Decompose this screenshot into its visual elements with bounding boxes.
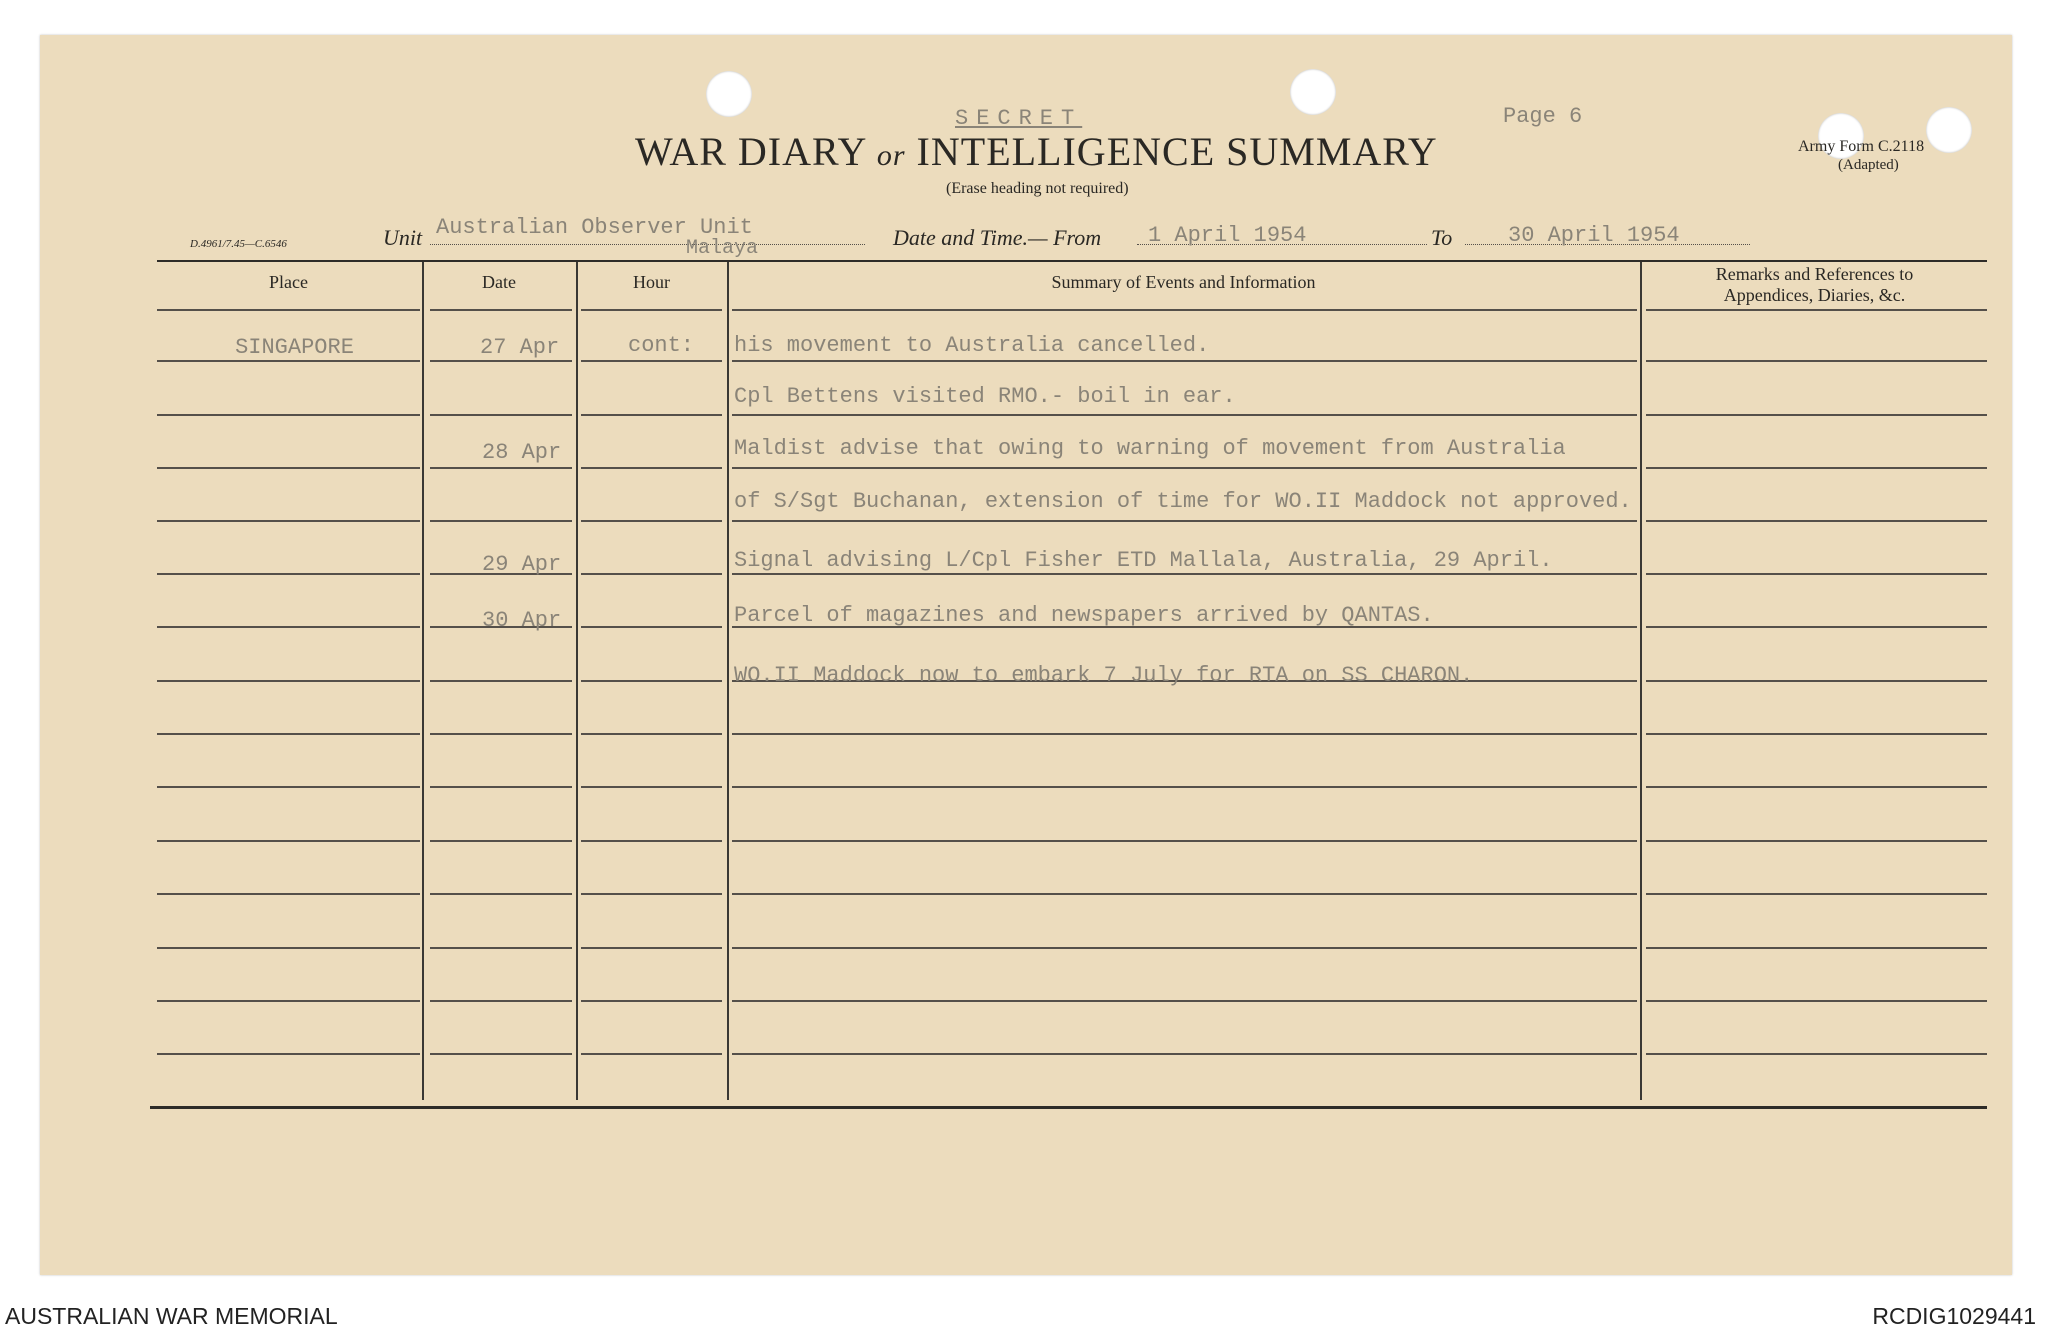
footer-record-id: RCDIG1029441 [1872, 1303, 2036, 1329]
ruled-line [581, 680, 722, 682]
ruled-line [732, 840, 1637, 842]
ruled-line [1646, 1053, 1987, 1055]
ruled-line [732, 573, 1637, 575]
entry-summary: of S/Sgt Buchanan, extension of time for WO.II Maddock not approved. [734, 489, 1632, 514]
ruled-line [157, 626, 420, 628]
table-bottom-border [150, 1106, 1987, 1109]
ruled-line [157, 309, 420, 311]
ruled-line [1646, 309, 1987, 311]
ruled-line [581, 414, 722, 416]
document-title [635, 128, 1438, 175]
footer-archive-name: AUSTRALIAN WAR MEMORIAL [5, 1303, 338, 1329]
ruled-line [157, 840, 420, 842]
punch-hole [706, 71, 752, 117]
date-from-value: 1 April 1954 [1148, 223, 1307, 248]
ruled-line [157, 680, 420, 682]
ruled-line [581, 573, 722, 575]
ruled-line [430, 467, 572, 469]
entry-date: 30 Apr [482, 608, 562, 633]
column-divider-hour [727, 262, 729, 1100]
ruled-line [732, 786, 1637, 788]
page-number: Page 6 [1503, 104, 1583, 129]
punch-hole [1290, 69, 1336, 115]
ruled-line [732, 893, 1637, 895]
unit-value: Australian Observer Unit [436, 215, 753, 240]
ruled-line [581, 733, 722, 735]
date-to-value: 30 April 1954 [1508, 223, 1680, 248]
ruled-line [1646, 573, 1987, 575]
column-divider-place [422, 262, 424, 1100]
ruled-line [1646, 786, 1987, 788]
ruled-line [1646, 893, 1987, 895]
ruled-line [430, 414, 572, 416]
ruled-line [430, 947, 572, 949]
entry-date: 29 Apr [482, 552, 562, 577]
ruled-line [1646, 414, 1987, 416]
ruled-line [157, 786, 420, 788]
to-label: To [1431, 225, 1453, 250]
column-header-date: Date [482, 272, 516, 292]
ruled-line [157, 1000, 420, 1002]
ruled-line [430, 360, 572, 362]
ruled-line [1646, 626, 1987, 628]
date-time-label: Date and Time.— From [893, 225, 1102, 250]
ruled-line [157, 414, 420, 416]
form-adapted: (Adapted) [1838, 157, 1899, 173]
ruled-line [157, 1053, 420, 1055]
ruled-line [157, 733, 420, 735]
unit-label: Unit [383, 225, 423, 250]
ruled-line [430, 309, 572, 311]
ruled-line [581, 360, 722, 362]
ruled-line [157, 520, 420, 522]
column-divider-summary [1640, 262, 1642, 1100]
ruled-line [732, 947, 1637, 949]
entry-summary: Maldist advise that owing to warning of movement from Australia [734, 436, 1566, 461]
column-header-remarks-2: Appendices, Diaries, &c. [1723, 285, 1906, 305]
ruled-line [581, 520, 722, 522]
ruled-line [732, 414, 1637, 416]
column-header-hour: Hour [633, 272, 670, 292]
entry-summary: Parcel of magazines and newspapers arrived by QANTAS. [734, 603, 1434, 628]
ruled-line [1646, 520, 1987, 522]
entry-summary: his movement to Australia cancelled. [734, 333, 1210, 358]
secret-stamp: SECRET [955, 106, 1083, 131]
unit-value-2: Malaya [686, 237, 759, 260]
ruled-line [732, 309, 1637, 311]
ruled-line [732, 520, 1637, 522]
ruled-line [732, 360, 1637, 362]
table-top-border [157, 260, 1987, 262]
ruled-line [430, 840, 572, 842]
form-code: D.4961/7.45—C.6546 [190, 238, 287, 250]
ruled-line [581, 786, 722, 788]
ruled-line [581, 947, 722, 949]
ruled-line [732, 467, 1637, 469]
ruled-line [157, 893, 420, 895]
ruled-line [1646, 840, 1987, 842]
ruled-line [1646, 733, 1987, 735]
title-intelligence-summary: INTELLIGENCE SUMMARY [916, 129, 1438, 174]
entry-place: SINGAPORE [235, 335, 354, 360]
entry-summary: WO.II Maddock now to embark 7 July for RTA on SS CHARON. [734, 663, 1474, 688]
ruled-line [430, 893, 572, 895]
ruled-line [430, 786, 572, 788]
ruled-line [1646, 680, 1987, 682]
ruled-line [1646, 467, 1987, 469]
ruled-line [1646, 1000, 1987, 1002]
column-divider-date [576, 262, 578, 1100]
ruled-line [430, 733, 572, 735]
ruled-line [732, 1000, 1637, 1002]
ruled-line [581, 893, 722, 895]
ruled-line [581, 309, 722, 311]
column-header-remarks: Remarks and References to [1715, 264, 1914, 284]
ruled-line [732, 1053, 1637, 1055]
column-header-summary: Summary of Events and Information [1051, 272, 1316, 292]
erase-note: (Erase heading not required) [946, 180, 1129, 197]
title-or: or [876, 139, 906, 172]
ruled-line [157, 947, 420, 949]
ruled-line [581, 626, 722, 628]
ruled-line [732, 733, 1637, 735]
entry-summary: Signal advising L/Cpl Fisher ETD Mallala, Australia, 29 April. [734, 548, 1553, 573]
punch-hole [1926, 107, 1972, 153]
ruled-line [1646, 360, 1987, 362]
ruled-line [430, 1000, 572, 1002]
entry-summary: Cpl Bettens visited RMO.- boil in ear. [734, 384, 1236, 409]
ruled-line [430, 680, 572, 682]
ruled-line [157, 573, 420, 575]
ruled-line [581, 467, 722, 469]
entry-date: 28 Apr [482, 440, 562, 465]
ruled-line [157, 467, 420, 469]
entry-hour: cont: [628, 333, 695, 358]
ruled-line [581, 840, 722, 842]
ruled-line [1646, 947, 1987, 949]
form-name: Army Form C.2118 [1798, 138, 1925, 155]
title-war-diary: WAR DIARY [635, 129, 866, 174]
ruled-line [430, 520, 572, 522]
entry-date: 27 Apr [480, 335, 560, 360]
ruled-line [581, 1053, 722, 1055]
ruled-line [581, 1000, 722, 1002]
column-header-place: Place [269, 272, 308, 292]
ruled-line [157, 360, 420, 362]
ruled-line [430, 1053, 572, 1055]
